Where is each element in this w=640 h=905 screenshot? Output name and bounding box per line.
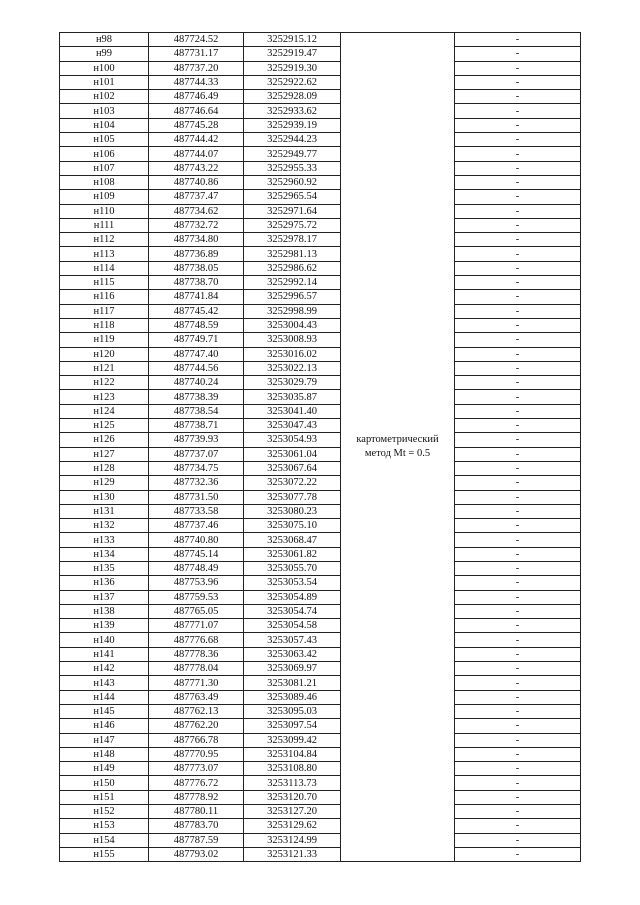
- y-coordinate-cell: 3253029.79: [244, 376, 341, 390]
- y-coordinate-cell: 3252915.12: [244, 33, 341, 47]
- point-name-cell: н148: [60, 747, 149, 761]
- table-row: [60, 504, 581, 518]
- y-coordinate-cell: 3253072.22: [244, 476, 341, 490]
- x-coordinate-cell: 487783.70: [149, 819, 244, 833]
- accuracy-cell: -: [455, 519, 581, 533]
- x-coordinate-cell: 487759.53: [149, 590, 244, 604]
- y-coordinate-cell: 3253121.33: [244, 847, 341, 861]
- table-row: [60, 461, 581, 475]
- table-row: [60, 247, 581, 261]
- x-coordinate-cell: 487753.96: [149, 576, 244, 590]
- table-row: [60, 61, 581, 75]
- x-coordinate-cell: 487724.52: [149, 33, 244, 47]
- table-row: [60, 33, 581, 47]
- table-row: [60, 361, 581, 375]
- y-coordinate-cell: 3252939.19: [244, 118, 341, 132]
- accuracy-cell: -: [455, 404, 581, 418]
- y-coordinate-cell: 3253061.04: [244, 447, 341, 461]
- point-name-cell: н98: [60, 33, 149, 47]
- point-name-cell: н132: [60, 519, 149, 533]
- table-row: [60, 47, 581, 61]
- table-row: [60, 175, 581, 189]
- y-coordinate-cell: 3252978.17: [244, 233, 341, 247]
- table-row: [60, 561, 581, 575]
- accuracy-cell: -: [455, 204, 581, 218]
- table-row: [60, 376, 581, 390]
- accuracy-cell: -: [455, 833, 581, 847]
- y-coordinate-cell: 3252996.57: [244, 290, 341, 304]
- point-name-cell: н149: [60, 762, 149, 776]
- y-coordinate-cell: 3253057.43: [244, 633, 341, 647]
- accuracy-cell: -: [455, 447, 581, 461]
- table-row: [60, 819, 581, 833]
- y-coordinate-cell: 3252998.99: [244, 304, 341, 318]
- x-coordinate-cell: 487741.84: [149, 290, 244, 304]
- point-name-cell: н136: [60, 576, 149, 590]
- table-row: [60, 218, 581, 232]
- x-coordinate-cell: 487732.72: [149, 218, 244, 232]
- x-coordinate-cell: 487778.04: [149, 662, 244, 676]
- point-name-cell: н103: [60, 104, 149, 118]
- point-name-cell: н151: [60, 790, 149, 804]
- table-row: [60, 276, 581, 290]
- table-row: [60, 233, 581, 247]
- y-coordinate-cell: 3253127.20: [244, 805, 341, 819]
- table-row: [60, 118, 581, 132]
- table-row: [60, 190, 581, 204]
- y-coordinate-cell: 3252949.77: [244, 147, 341, 161]
- accuracy-cell: -: [455, 762, 581, 776]
- x-coordinate-cell: 487745.42: [149, 304, 244, 318]
- accuracy-cell: -: [455, 361, 581, 375]
- point-name-cell: н138: [60, 604, 149, 618]
- table-row: [60, 576, 581, 590]
- point-name-cell: н139: [60, 619, 149, 633]
- point-name-cell: н152: [60, 805, 149, 819]
- point-name-cell: н116: [60, 290, 149, 304]
- y-coordinate-cell: 3253068.47: [244, 533, 341, 547]
- table-row: [60, 304, 581, 318]
- point-name-cell: н122: [60, 376, 149, 390]
- x-coordinate-cell: 487737.07: [149, 447, 244, 461]
- method-cell: [341, 33, 455, 862]
- y-coordinate-cell: 3253054.93: [244, 433, 341, 447]
- accuracy-cell: -: [455, 147, 581, 161]
- y-coordinate-cell: 3253080.23: [244, 504, 341, 518]
- accuracy-cell: -: [455, 33, 581, 47]
- y-coordinate-cell: 3253089.46: [244, 690, 341, 704]
- point-name-cell: н102: [60, 90, 149, 104]
- accuracy-cell: -: [455, 104, 581, 118]
- y-coordinate-cell: 3252955.33: [244, 161, 341, 175]
- y-coordinate-cell: 3253124.99: [244, 833, 341, 847]
- point-name-cell: н112: [60, 233, 149, 247]
- table-row: [60, 847, 581, 861]
- y-coordinate-cell: 3253047.43: [244, 419, 341, 433]
- table-row: [60, 318, 581, 332]
- point-name-cell: н140: [60, 633, 149, 647]
- accuracy-cell: -: [455, 676, 581, 690]
- y-coordinate-cell: 3253077.78: [244, 490, 341, 504]
- accuracy-cell: -: [455, 733, 581, 747]
- accuracy-cell: -: [455, 290, 581, 304]
- accuracy-cell: -: [455, 304, 581, 318]
- x-coordinate-cell: 487765.05: [149, 604, 244, 618]
- table-row: [60, 719, 581, 733]
- y-coordinate-cell: 3252933.62: [244, 104, 341, 118]
- table-row: [60, 662, 581, 676]
- table-row: [60, 647, 581, 661]
- x-coordinate-cell: 487746.49: [149, 90, 244, 104]
- point-name-cell: н131: [60, 504, 149, 518]
- table-row: [60, 104, 581, 118]
- x-coordinate-cell: 487743.22: [149, 161, 244, 175]
- table-row: [60, 433, 581, 447]
- point-name-cell: н107: [60, 161, 149, 175]
- y-coordinate-cell: 3252981.13: [244, 247, 341, 261]
- table-row: [60, 90, 581, 104]
- point-name-cell: н133: [60, 533, 149, 547]
- x-coordinate-cell: 487747.40: [149, 347, 244, 361]
- table-row: [60, 447, 581, 461]
- accuracy-cell: -: [455, 847, 581, 861]
- x-coordinate-cell: 487736.89: [149, 247, 244, 261]
- y-coordinate-cell: 3253004.43: [244, 318, 341, 332]
- x-coordinate-cell: 487763.49: [149, 690, 244, 704]
- point-name-cell: н126: [60, 433, 149, 447]
- x-coordinate-cell: 487738.05: [149, 261, 244, 275]
- y-coordinate-cell: 3253022.13: [244, 361, 341, 375]
- y-coordinate-cell: 3253075.10: [244, 519, 341, 533]
- y-coordinate-cell: 3252965.54: [244, 190, 341, 204]
- accuracy-cell: -: [455, 662, 581, 676]
- table-row: [60, 404, 581, 418]
- x-coordinate-cell: 487734.62: [149, 204, 244, 218]
- table-row: [60, 290, 581, 304]
- accuracy-cell: -: [455, 90, 581, 104]
- point-name-cell: н146: [60, 719, 149, 733]
- point-name-cell: н120: [60, 347, 149, 361]
- y-coordinate-cell: 3253104.84: [244, 747, 341, 761]
- table-row: [60, 805, 581, 819]
- x-coordinate-cell: 487739.93: [149, 433, 244, 447]
- x-coordinate-cell: 487740.80: [149, 533, 244, 547]
- x-coordinate-cell: 487744.33: [149, 75, 244, 89]
- x-coordinate-cell: 487793.02: [149, 847, 244, 861]
- point-name-cell: н110: [60, 204, 149, 218]
- point-name-cell: н104: [60, 118, 149, 132]
- accuracy-cell: -: [455, 504, 581, 518]
- point-name-cell: н141: [60, 647, 149, 661]
- accuracy-cell: -: [455, 690, 581, 704]
- y-coordinate-cell: 3253129.62: [244, 819, 341, 833]
- point-name-cell: н145: [60, 704, 149, 718]
- point-name-cell: н117: [60, 304, 149, 318]
- x-coordinate-cell: 487766.78: [149, 733, 244, 747]
- point-name-cell: н143: [60, 676, 149, 690]
- accuracy-cell: -: [455, 819, 581, 833]
- x-coordinate-cell: 487771.30: [149, 676, 244, 690]
- x-coordinate-cell: 487745.28: [149, 118, 244, 132]
- point-name-cell: н101: [60, 75, 149, 89]
- accuracy-cell: -: [455, 790, 581, 804]
- table-row: [60, 776, 581, 790]
- y-coordinate-cell: 3253016.02: [244, 347, 341, 361]
- x-coordinate-cell: 487771.07: [149, 619, 244, 633]
- x-coordinate-cell: 487778.36: [149, 647, 244, 661]
- x-coordinate-cell: 487787.59: [149, 833, 244, 847]
- x-coordinate-cell: 487734.80: [149, 233, 244, 247]
- table-row: [60, 533, 581, 547]
- point-name-cell: н154: [60, 833, 149, 847]
- y-coordinate-cell: 3253053.54: [244, 576, 341, 590]
- point-name-cell: н147: [60, 733, 149, 747]
- accuracy-cell: -: [455, 118, 581, 132]
- point-name-cell: н135: [60, 561, 149, 575]
- table-row: [60, 75, 581, 89]
- y-coordinate-cell: 3253108.80: [244, 762, 341, 776]
- x-coordinate-cell: 487733.58: [149, 504, 244, 518]
- accuracy-cell: -: [455, 75, 581, 89]
- y-coordinate-cell: 3253055.70: [244, 561, 341, 575]
- y-coordinate-cell: 3252992.14: [244, 276, 341, 290]
- accuracy-cell: -: [455, 590, 581, 604]
- accuracy-cell: -: [455, 376, 581, 390]
- table-row: [60, 147, 581, 161]
- y-coordinate-cell: 3253097.54: [244, 719, 341, 733]
- accuracy-cell: -: [455, 533, 581, 547]
- point-name-cell: н108: [60, 175, 149, 189]
- y-coordinate-cell: 3253081.21: [244, 676, 341, 690]
- x-coordinate-cell: 487738.54: [149, 404, 244, 418]
- x-coordinate-cell: 487762.20: [149, 719, 244, 733]
- accuracy-cell: -: [455, 719, 581, 733]
- x-coordinate-cell: 487737.47: [149, 190, 244, 204]
- table-row: [60, 419, 581, 433]
- point-name-cell: н118: [60, 318, 149, 332]
- accuracy-cell: -: [455, 218, 581, 232]
- point-name-cell: н105: [60, 133, 149, 147]
- point-name-cell: н109: [60, 190, 149, 204]
- point-name-cell: н99: [60, 47, 149, 61]
- y-coordinate-cell: 3253095.03: [244, 704, 341, 718]
- point-name-cell: н121: [60, 361, 149, 375]
- x-coordinate-cell: 487770.95: [149, 747, 244, 761]
- table-row: [60, 133, 581, 147]
- accuracy-cell: -: [455, 190, 581, 204]
- x-coordinate-cell: 487737.46: [149, 519, 244, 533]
- table-row: [60, 390, 581, 404]
- y-coordinate-cell: 3252922.62: [244, 75, 341, 89]
- x-coordinate-cell: 487776.68: [149, 633, 244, 647]
- point-name-cell: н153: [60, 819, 149, 833]
- table-row: [60, 619, 581, 633]
- table-row: [60, 604, 581, 618]
- table-row: [60, 547, 581, 561]
- x-coordinate-cell: 487744.56: [149, 361, 244, 375]
- table-row: [60, 161, 581, 175]
- point-name-cell: н150: [60, 776, 149, 790]
- accuracy-cell: -: [455, 461, 581, 475]
- x-coordinate-cell: 487740.86: [149, 175, 244, 189]
- x-coordinate-cell: 487780.11: [149, 805, 244, 819]
- accuracy-cell: -: [455, 561, 581, 575]
- point-name-cell: н114: [60, 261, 149, 275]
- y-coordinate-cell: 3253063.42: [244, 647, 341, 661]
- accuracy-cell: -: [455, 490, 581, 504]
- point-name-cell: н130: [60, 490, 149, 504]
- table-row: [60, 590, 581, 604]
- x-coordinate-cell: 487746.64: [149, 104, 244, 118]
- y-coordinate-cell: 3252919.30: [244, 61, 341, 75]
- y-coordinate-cell: 3253054.89: [244, 590, 341, 604]
- accuracy-cell: -: [455, 276, 581, 290]
- accuracy-cell: -: [455, 347, 581, 361]
- table-row: [60, 261, 581, 275]
- point-name-cell: н128: [60, 461, 149, 475]
- coordinates-table: [59, 32, 581, 862]
- table-row: [60, 690, 581, 704]
- table-row: [60, 704, 581, 718]
- accuracy-cell: -: [455, 47, 581, 61]
- point-name-cell: н111: [60, 218, 149, 232]
- point-name-cell: н119: [60, 333, 149, 347]
- y-coordinate-cell: 3252975.72: [244, 218, 341, 232]
- accuracy-cell: -: [455, 419, 581, 433]
- y-coordinate-cell: 3253054.74: [244, 604, 341, 618]
- y-coordinate-cell: 3252960.92: [244, 175, 341, 189]
- y-coordinate-cell: 3253054.58: [244, 619, 341, 633]
- x-coordinate-cell: 487745.14: [149, 547, 244, 561]
- x-coordinate-cell: 487776.72: [149, 776, 244, 790]
- x-coordinate-cell: 487737.20: [149, 61, 244, 75]
- point-name-cell: н124: [60, 404, 149, 418]
- accuracy-cell: -: [455, 704, 581, 718]
- y-coordinate-cell: 3252928.09: [244, 90, 341, 104]
- y-coordinate-cell: 3253113.73: [244, 776, 341, 790]
- point-name-cell: н127: [60, 447, 149, 461]
- accuracy-cell: -: [455, 433, 581, 447]
- accuracy-cell: -: [455, 175, 581, 189]
- x-coordinate-cell: 487762.13: [149, 704, 244, 718]
- accuracy-cell: -: [455, 247, 581, 261]
- table-row: [60, 204, 581, 218]
- table-row: [60, 490, 581, 504]
- y-coordinate-cell: 3252986.62: [244, 261, 341, 275]
- method-label-line2: метод Mt = 0.5: [364, 448, 431, 460]
- table-row: [60, 733, 581, 747]
- accuracy-cell: -: [455, 261, 581, 275]
- x-coordinate-cell: 487744.07: [149, 147, 244, 161]
- table-row: [60, 333, 581, 347]
- point-name-cell: н123: [60, 390, 149, 404]
- accuracy-cell: -: [455, 747, 581, 761]
- point-name-cell: н134: [60, 547, 149, 561]
- y-coordinate-cell: 3253120.70: [244, 790, 341, 804]
- accuracy-cell: -: [455, 604, 581, 618]
- x-coordinate-cell: 487734.75: [149, 461, 244, 475]
- point-name-cell: н137: [60, 590, 149, 604]
- accuracy-cell: -: [455, 547, 581, 561]
- method-label-line1: картометрический: [356, 434, 439, 446]
- coordinates-table-body: [60, 33, 581, 862]
- x-coordinate-cell: 487731.17: [149, 47, 244, 61]
- x-coordinate-cell: 487740.24: [149, 376, 244, 390]
- accuracy-cell: -: [455, 633, 581, 647]
- y-coordinate-cell: 3253069.97: [244, 662, 341, 676]
- x-coordinate-cell: 487738.71: [149, 419, 244, 433]
- point-name-cell: н106: [60, 147, 149, 161]
- point-name-cell: н113: [60, 247, 149, 261]
- table-row: [60, 476, 581, 490]
- y-coordinate-cell: 3252944.23: [244, 133, 341, 147]
- table-row: [60, 833, 581, 847]
- point-name-cell: н155: [60, 847, 149, 861]
- y-coordinate-cell: 3252971.64: [244, 204, 341, 218]
- x-coordinate-cell: 487748.49: [149, 561, 244, 575]
- table-row: [60, 747, 581, 761]
- accuracy-cell: -: [455, 619, 581, 633]
- point-name-cell: н142: [60, 662, 149, 676]
- x-coordinate-cell: 487738.39: [149, 390, 244, 404]
- point-name-cell: н115: [60, 276, 149, 290]
- accuracy-cell: -: [455, 390, 581, 404]
- y-coordinate-cell: 3253008.93: [244, 333, 341, 347]
- accuracy-cell: -: [455, 333, 581, 347]
- accuracy-cell: -: [455, 476, 581, 490]
- accuracy-cell: -: [455, 133, 581, 147]
- point-name-cell: н144: [60, 690, 149, 704]
- x-coordinate-cell: 487748.59: [149, 318, 244, 332]
- x-coordinate-cell: 487732.36: [149, 476, 244, 490]
- x-coordinate-cell: 487731.50: [149, 490, 244, 504]
- y-coordinate-cell: 3253099.42: [244, 733, 341, 747]
- accuracy-cell: -: [455, 805, 581, 819]
- y-coordinate-cell: 3252919.47: [244, 47, 341, 61]
- table-row: [60, 633, 581, 647]
- y-coordinate-cell: 3253041.40: [244, 404, 341, 418]
- y-coordinate-cell: 3253061.82: [244, 547, 341, 561]
- accuracy-cell: -: [455, 776, 581, 790]
- table-row: [60, 790, 581, 804]
- x-coordinate-cell: 487773.07: [149, 762, 244, 776]
- point-name-cell: н129: [60, 476, 149, 490]
- accuracy-cell: -: [455, 318, 581, 332]
- x-coordinate-cell: 487744.42: [149, 133, 244, 147]
- accuracy-cell: -: [455, 647, 581, 661]
- accuracy-cell: -: [455, 576, 581, 590]
- accuracy-cell: -: [455, 61, 581, 75]
- point-name-cell: н125: [60, 419, 149, 433]
- accuracy-cell: -: [455, 161, 581, 175]
- table-row: [60, 347, 581, 361]
- table-row: [60, 762, 581, 776]
- accuracy-cell: -: [455, 233, 581, 247]
- y-coordinate-cell: 3253035.87: [244, 390, 341, 404]
- x-coordinate-cell: 487738.70: [149, 276, 244, 290]
- x-coordinate-cell: 487749.71: [149, 333, 244, 347]
- y-coordinate-cell: 3253067.64: [244, 461, 341, 475]
- point-name-cell: н100: [60, 61, 149, 75]
- table-row: [60, 519, 581, 533]
- x-coordinate-cell: 487778.92: [149, 790, 244, 804]
- table-row: [60, 676, 581, 690]
